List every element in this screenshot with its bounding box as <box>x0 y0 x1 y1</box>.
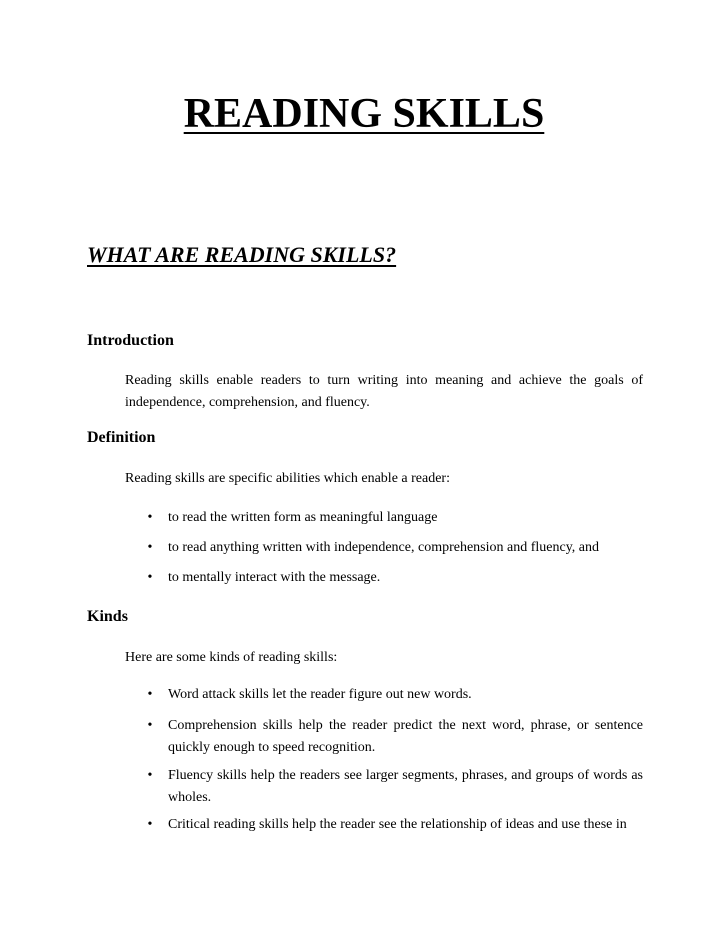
bullet-icon: • <box>147 718 153 733</box>
page-title: READING SKILLS <box>183 91 545 137</box>
list-item-text: Critical reading skills help the reader see the relationship of ideas and use these in <box>168 817 627 832</box>
list-item-text: to read anything written with independence, comprehension and fluency, and <box>168 540 600 555</box>
bullet-icon: • <box>147 570 153 585</box>
bullet-icon: • <box>147 510 153 525</box>
bullet-icon: • <box>147 817 153 832</box>
list-item-text: Word attack skills let the reader figure out new words. <box>168 687 472 702</box>
bullet-icon: • <box>147 687 153 702</box>
introduction-paragraph: Reading skills enable readers to turn writing into meaning and achieve the goals of independence, comprehension, and fluency. <box>125 373 643 410</box>
section-heading-definition: Definition <box>87 429 156 446</box>
document-subtitle: WHAT ARE READING SKILLS? <box>87 242 397 267</box>
section-heading-introduction: Introduction <box>87 332 174 349</box>
list-item-text: Fluency skills help the readers see larger segments, phrases, and groups of words as wholes. <box>168 768 643 805</box>
list-item-text: to read the written form as meaningful language <box>168 510 438 525</box>
bullet-icon: • <box>147 768 153 783</box>
list-item-text: Comprehension skills help the reader predict the next word, phrase, or sentence quickly enough to speed recognition. <box>168 718 643 755</box>
bullet-icon: • <box>147 540 153 555</box>
section-heading-kinds: Kinds <box>87 608 128 625</box>
definition-paragraph: Reading skills are specific abilities which enable a reader: <box>125 471 450 486</box>
kinds-paragraph: Here are some kinds of reading skills: <box>125 650 338 665</box>
list-item-text: to mentally interact with the message. <box>168 570 381 585</box>
